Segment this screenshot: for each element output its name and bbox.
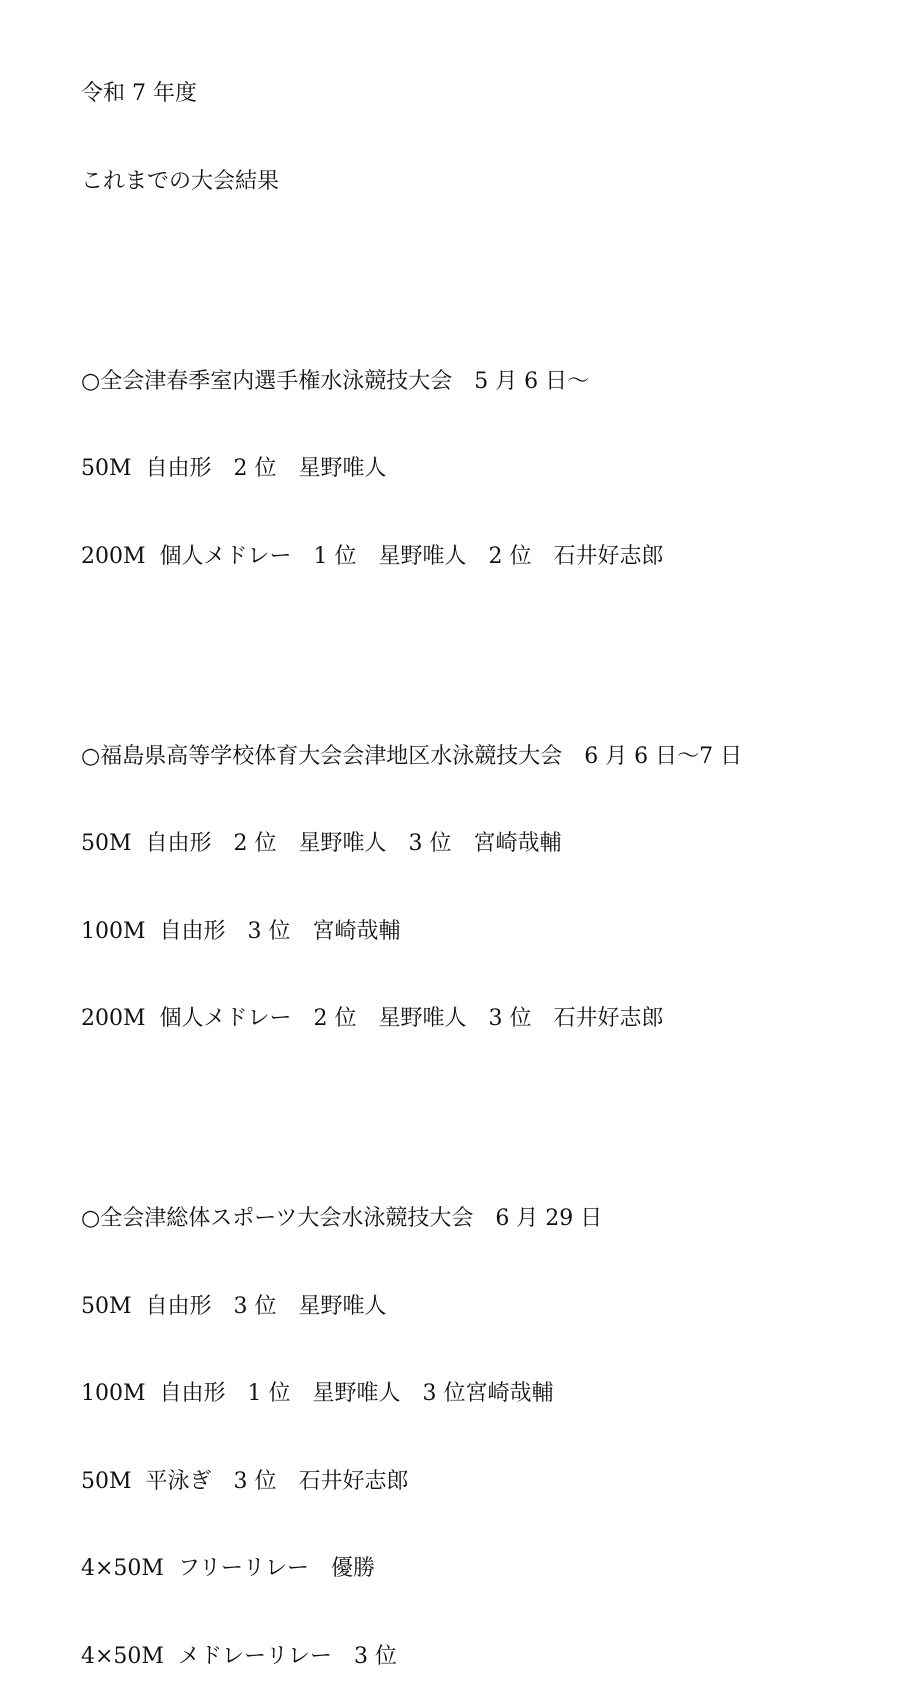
result-line: 4×50M フリーリレー 優勝: [81, 1556, 376, 1581]
result-line: 200M 個人メドレー 2 位 星野唯人 3 位 石井好志郎: [81, 1006, 664, 1031]
result-line: 50M 自由形 2 位 星野唯人 3 位 宮崎哉輔: [81, 831, 562, 856]
result-line: 50M 平泳ぎ 3 位 石井好志郎: [81, 1468, 409, 1494]
result-line: 50M 自由形 2 位 星野唯人: [81, 456, 387, 481]
result-line: 4×50M メドレーリレー 3 位: [81, 1643, 397, 1669]
result-line: 50M 自由形 3 位 星野唯人: [81, 1293, 387, 1319]
event-title-2: ○福島県高等学校体育大会会津地区水泳競技大会 6 月 6 日～7 日: [81, 743, 743, 769]
result-line: 100M 自由形 3 位 宮崎哉輔: [81, 918, 401, 944]
event-title-1: ○全会津春季室内選手権水泳競技大会 5 月 6 日～: [81, 368, 590, 394]
spacer: [81, 625, 881, 663]
spacer: [81, 1088, 881, 1126]
fiscal-year-heading: 令和 7 年度: [81, 81, 197, 106]
result-line: 200M 個人メドレー 1 位 星野唯人 2 位 石井好志郎: [81, 543, 664, 569]
spacer: [81, 250, 881, 288]
document-body: [81, 25, 881, 1700]
event-title-3: ○全会津総体スポーツ大会水泳競技大会 6 月 29 日: [81, 1206, 603, 1231]
page-title: これまでの大会結果: [81, 168, 280, 194]
result-line: 100M 自由形 1 位 星野唯人 3 位宮崎哉輔: [81, 1381, 554, 1406]
